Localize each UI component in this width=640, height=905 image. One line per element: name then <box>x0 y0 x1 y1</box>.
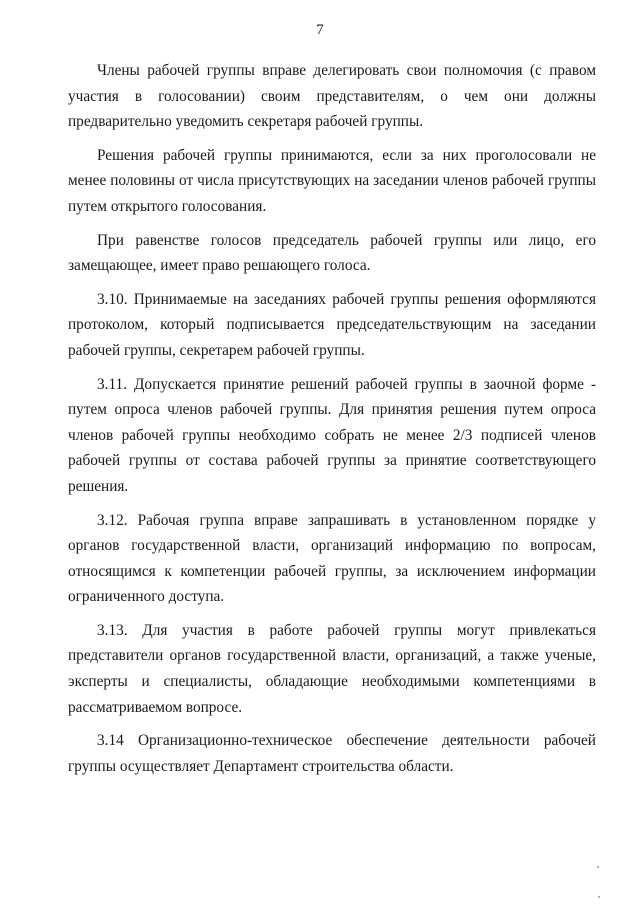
scan-speck <box>597 866 599 868</box>
page-number: 7 <box>316 22 324 38</box>
paragraph-3-13: 3.13. Для участия в работе рабочей группы могут привлекаться представители органов государственной власти, организаций, а также ученые, эксперты и специалисты, обладающие необходимыми компетенциями в рассматриваемом вопросе. <box>68 621 596 716</box>
paragraph-3-11: 3.11. Допускается принятие решений рабочей группы в заочной форме - путем опроса членов рабочей группы. Для принятия решения путем опроса членов рабочей группы необходимо собрать не менее 2/3 подписей членов рабочей группы от состава рабочей группы за принятие соответствующего решения. <box>68 375 596 495</box>
paragraph-3-10: 3.10. Принимаемые на заседаниях рабочей группы решения оформляются протоколом, который подписывается председательствующим на заседании рабочей группы, секретарем рабочей группы. <box>68 290 596 359</box>
paragraph-3-14: 3.14 Организационно-техническое обеспечение деятельности рабочей группы осуществляет Департамент строительства области. <box>68 732 596 775</box>
paragraph-3-12: 3.12. Рабочая группа вправе запрашивать в установленном порядке у органов государственной власти, организаций информацию по вопросам, относящимся к компетенции рабочей группы, за исключением информации ограниченного доступа. <box>68 511 596 606</box>
paragraph-tie-vote: При равенстве голосов председатель рабочей группы или лицо, его замещающее, имеет право решающего голоса. <box>68 231 596 275</box>
document-body <box>68 58 596 779</box>
paragraph-delegation: Члены рабочей группы вправе делегировать свои полномочия (с правом участия в голосовании) своим представителям, о чем они должны предварительно уведомить секретаря рабочей группы. <box>68 62 596 131</box>
paragraph-decisions: Решения рабочей группы принимаются, если за них проголосовали не менее половины от числа присутствующих на заседании членов рабочей группы путем открытого голосования. <box>68 146 596 215</box>
scan-speck <box>598 896 600 898</box>
